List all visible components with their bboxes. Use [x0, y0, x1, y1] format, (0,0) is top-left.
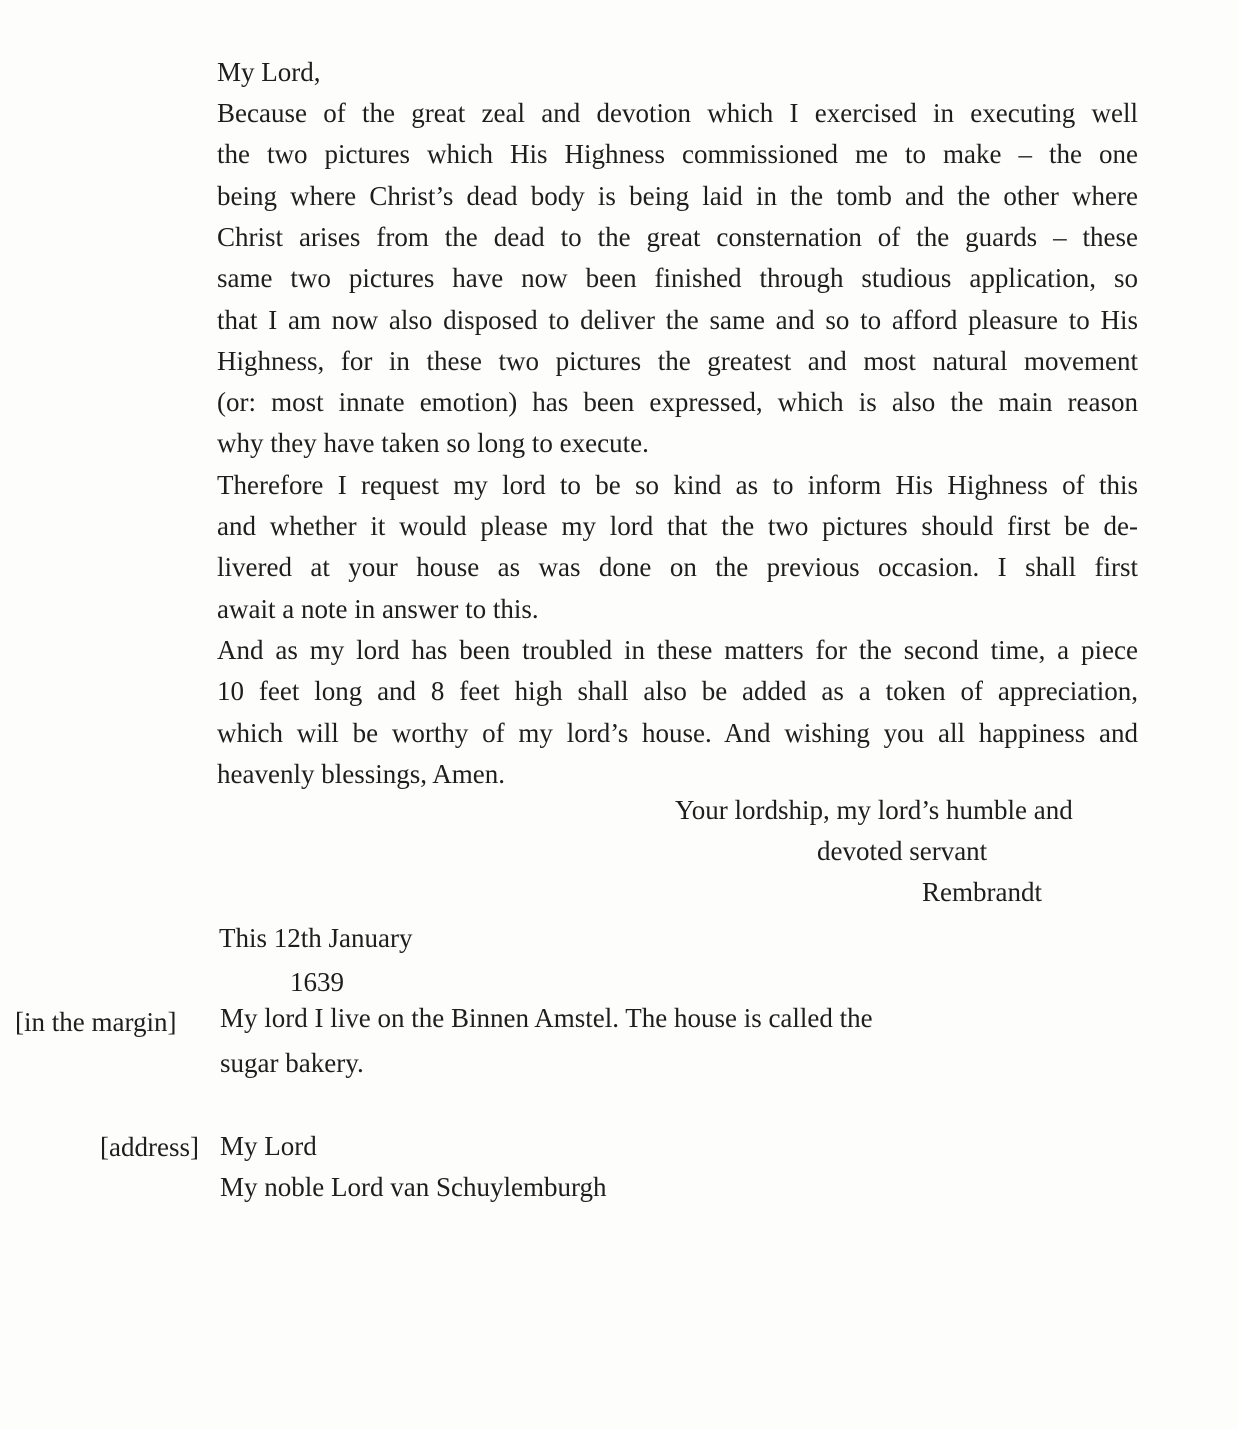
letter-body-line: heavenly blessings, Amen.: [217, 758, 505, 789]
letter-body-line: the two pictures which His Highness commissioned me to make – the one: [217, 139, 1138, 170]
letter-body-line: Christ arises from the dead to the great consternation of the guards – these: [217, 221, 1138, 252]
letter-body-line: being where Christ’s dead body is being laid in the tomb and the other where: [217, 180, 1138, 211]
margin-note-label: [in the margin]: [15, 1007, 177, 1037]
salutation: My Lord,: [217, 57, 321, 87]
date-line: This 12th January: [219, 923, 413, 953]
date-year: 1639: [290, 967, 344, 997]
address-label: [address]: [100, 1132, 199, 1162]
letter-body-line: that I am now also disposed to deliver the same and so to afford pleasure to His: [217, 304, 1138, 335]
letter-body-line: which will be worthy of my lord’s house. And wishing you all happiness and: [217, 717, 1138, 748]
letter-body-line: 10 feet long and 8 feet high shall also be added as a token of appreciation,: [217, 676, 1138, 707]
letter-body-line: And as my lord has been troubled in these matters for the second time, a piece: [217, 634, 1138, 665]
letter-body-line: (or: most innate emotion) has been expressed, which is also the main reason: [217, 387, 1138, 418]
closing-line: Your lordship, my lord’s humble and: [675, 795, 1073, 825]
signature: Rembrandt: [922, 877, 1042, 907]
letter-body-line: await a note in answer to this.: [217, 593, 539, 624]
margin-note-line: sugar bakery.: [220, 1048, 364, 1078]
letter-body-line: Highness, for in these two pictures the greatest and most natural movement: [217, 345, 1138, 376]
margin-note-line: My lord I live on the Binnen Amstel. The house is called the: [220, 1003, 873, 1033]
letter-body-line: and whether it would please my lord that the two pictures should first be de-: [217, 511, 1138, 541]
closing-line: devoted servant: [817, 836, 988, 866]
letter-body-line: Because of the great zeal and devotion which I exercised in executing well: [217, 98, 1138, 128]
letter-body-line: Therefore I request my lord to be so kind as to inform His Highness of this: [217, 469, 1138, 500]
letter-body-line: why they have taken so long to execute.: [217, 428, 649, 459]
letter-body-line: livered at your house as was done on the previous occasion. I shall first: [217, 552, 1138, 583]
address-line: My Lord: [220, 1131, 317, 1161]
letter-body-line: same two pictures have now been finished through studious application, so: [217, 263, 1138, 294]
address-line: My noble Lord van Schuylemburgh: [220, 1172, 607, 1202]
